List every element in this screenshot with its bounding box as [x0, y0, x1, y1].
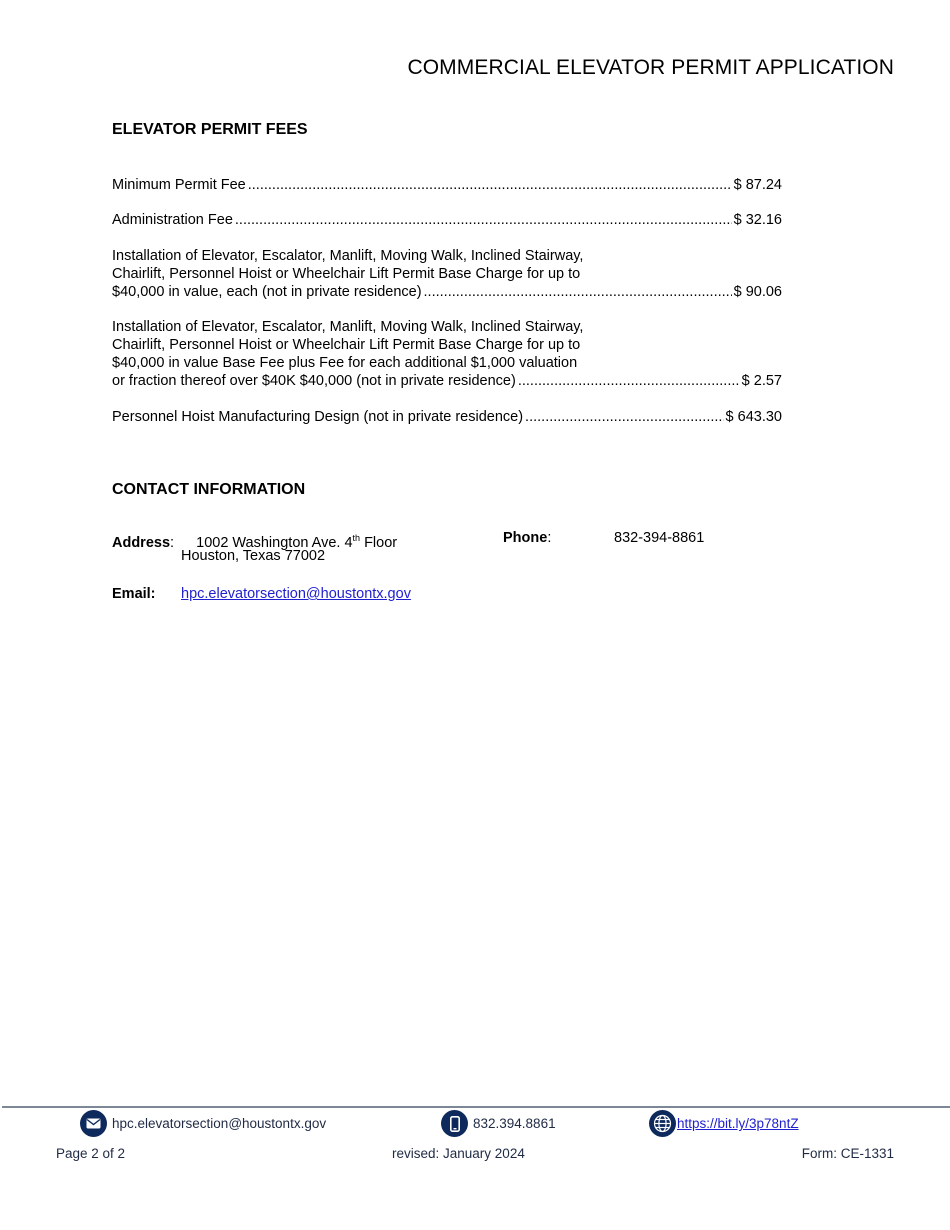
- address-line2: Houston, Texas 77002: [181, 548, 326, 564]
- fee-label-line: $40,000 in value Base Fee plus Fee for each additional $1,000 valuation: [112, 355, 578, 371]
- fees-heading: ELEVATOR PERMIT FEES: [112, 121, 308, 138]
- contact-heading: CONTACT INFORMATION: [112, 481, 306, 498]
- fee-amount: $ 643.30: [725, 409, 782, 425]
- fee-amount: $ 2.57: [741, 373, 782, 389]
- fee-item-administration: [112, 211, 782, 229]
- dot-leader: [525, 408, 724, 426]
- footer-email-text: hpc.elevatorsection@houstontx.gov: [112, 1116, 327, 1131]
- footer-divider: [2, 1106, 950, 1108]
- fee-item-installation-additional: [112, 318, 782, 390]
- footer-url-link[interactable]: https://bit.ly/3p78ntZ: [677, 1116, 799, 1131]
- fee-label: Administration Fee: [112, 212, 233, 228]
- address-line1: 1002 Washington Ave. 4th Floor: [196, 533, 398, 551]
- fee-amount: $ 87.24: [733, 177, 782, 193]
- fee-label: Personnel Hoist Manufacturing Design (not in private residence): [112, 409, 524, 425]
- dot-leader: [424, 283, 732, 301]
- fee-label: Minimum Permit Fee: [112, 177, 246, 193]
- fee-item-minimum: [112, 176, 782, 194]
- dot-leader: [235, 211, 732, 229]
- phone-block: Phone:: [503, 530, 552, 546]
- fee-amount: $ 32.16: [733, 212, 782, 228]
- footer-email: [80, 1110, 326, 1137]
- globe-icon: [649, 1110, 676, 1137]
- page-title: COMMERCIAL ELEVATOR PERMIT APPLICATION: [407, 56, 894, 79]
- fee-label-line: Chairlift, Personnel Hoist or Wheelchair Lift Permit Base Charge for up to: [112, 266, 581, 282]
- phone-label: Phone: [503, 530, 548, 546]
- fee-label-line: Chairlift, Personnel Hoist or Wheelchair Lift Permit Base Charge for up to: [112, 337, 581, 353]
- fee-item-installation-base: [112, 247, 782, 301]
- dot-leader: [248, 176, 732, 194]
- footer-phone-text: 832.394.8861: [473, 1116, 556, 1131]
- fee-label-line: Installation of Elevator, Escalator, Manlift, Moving Walk, Inclined Stairway,: [112, 248, 584, 264]
- address-label: Address: [112, 534, 171, 551]
- fee-label: $40,000 in value, each (not in private residence): [112, 284, 422, 300]
- footer-phone: [441, 1110, 556, 1137]
- mail-icon: [80, 1110, 107, 1137]
- email-block: [112, 585, 156, 603]
- phone-number: 832-394-8861: [614, 530, 705, 546]
- email-label: Email:: [112, 586, 156, 602]
- email-link[interactable]: hpc.elevatorsection@houstontx.gov: [181, 586, 411, 602]
- footer-web: [649, 1110, 799, 1137]
- fee-item-personnel-hoist: [112, 408, 782, 426]
- fee-label-line: Installation of Elevator, Escalator, Manlift, Moving Walk, Inclined Stairway,: [112, 319, 584, 335]
- phone-icon: [441, 1110, 468, 1137]
- form-number: Form: CE-1331: [801, 1146, 894, 1161]
- fee-label: or fraction thereof over $40K $40,000 (not in private residence): [112, 373, 516, 389]
- revised-date: revised: January 2024: [392, 1146, 525, 1161]
- address-block: Address: 1002 Washington Ave. 4th Floor: [112, 533, 398, 551]
- fee-amount: $ 90.06: [733, 284, 782, 300]
- dot-leader: [518, 372, 740, 390]
- page-number: Page 2 of 2: [56, 1146, 126, 1161]
